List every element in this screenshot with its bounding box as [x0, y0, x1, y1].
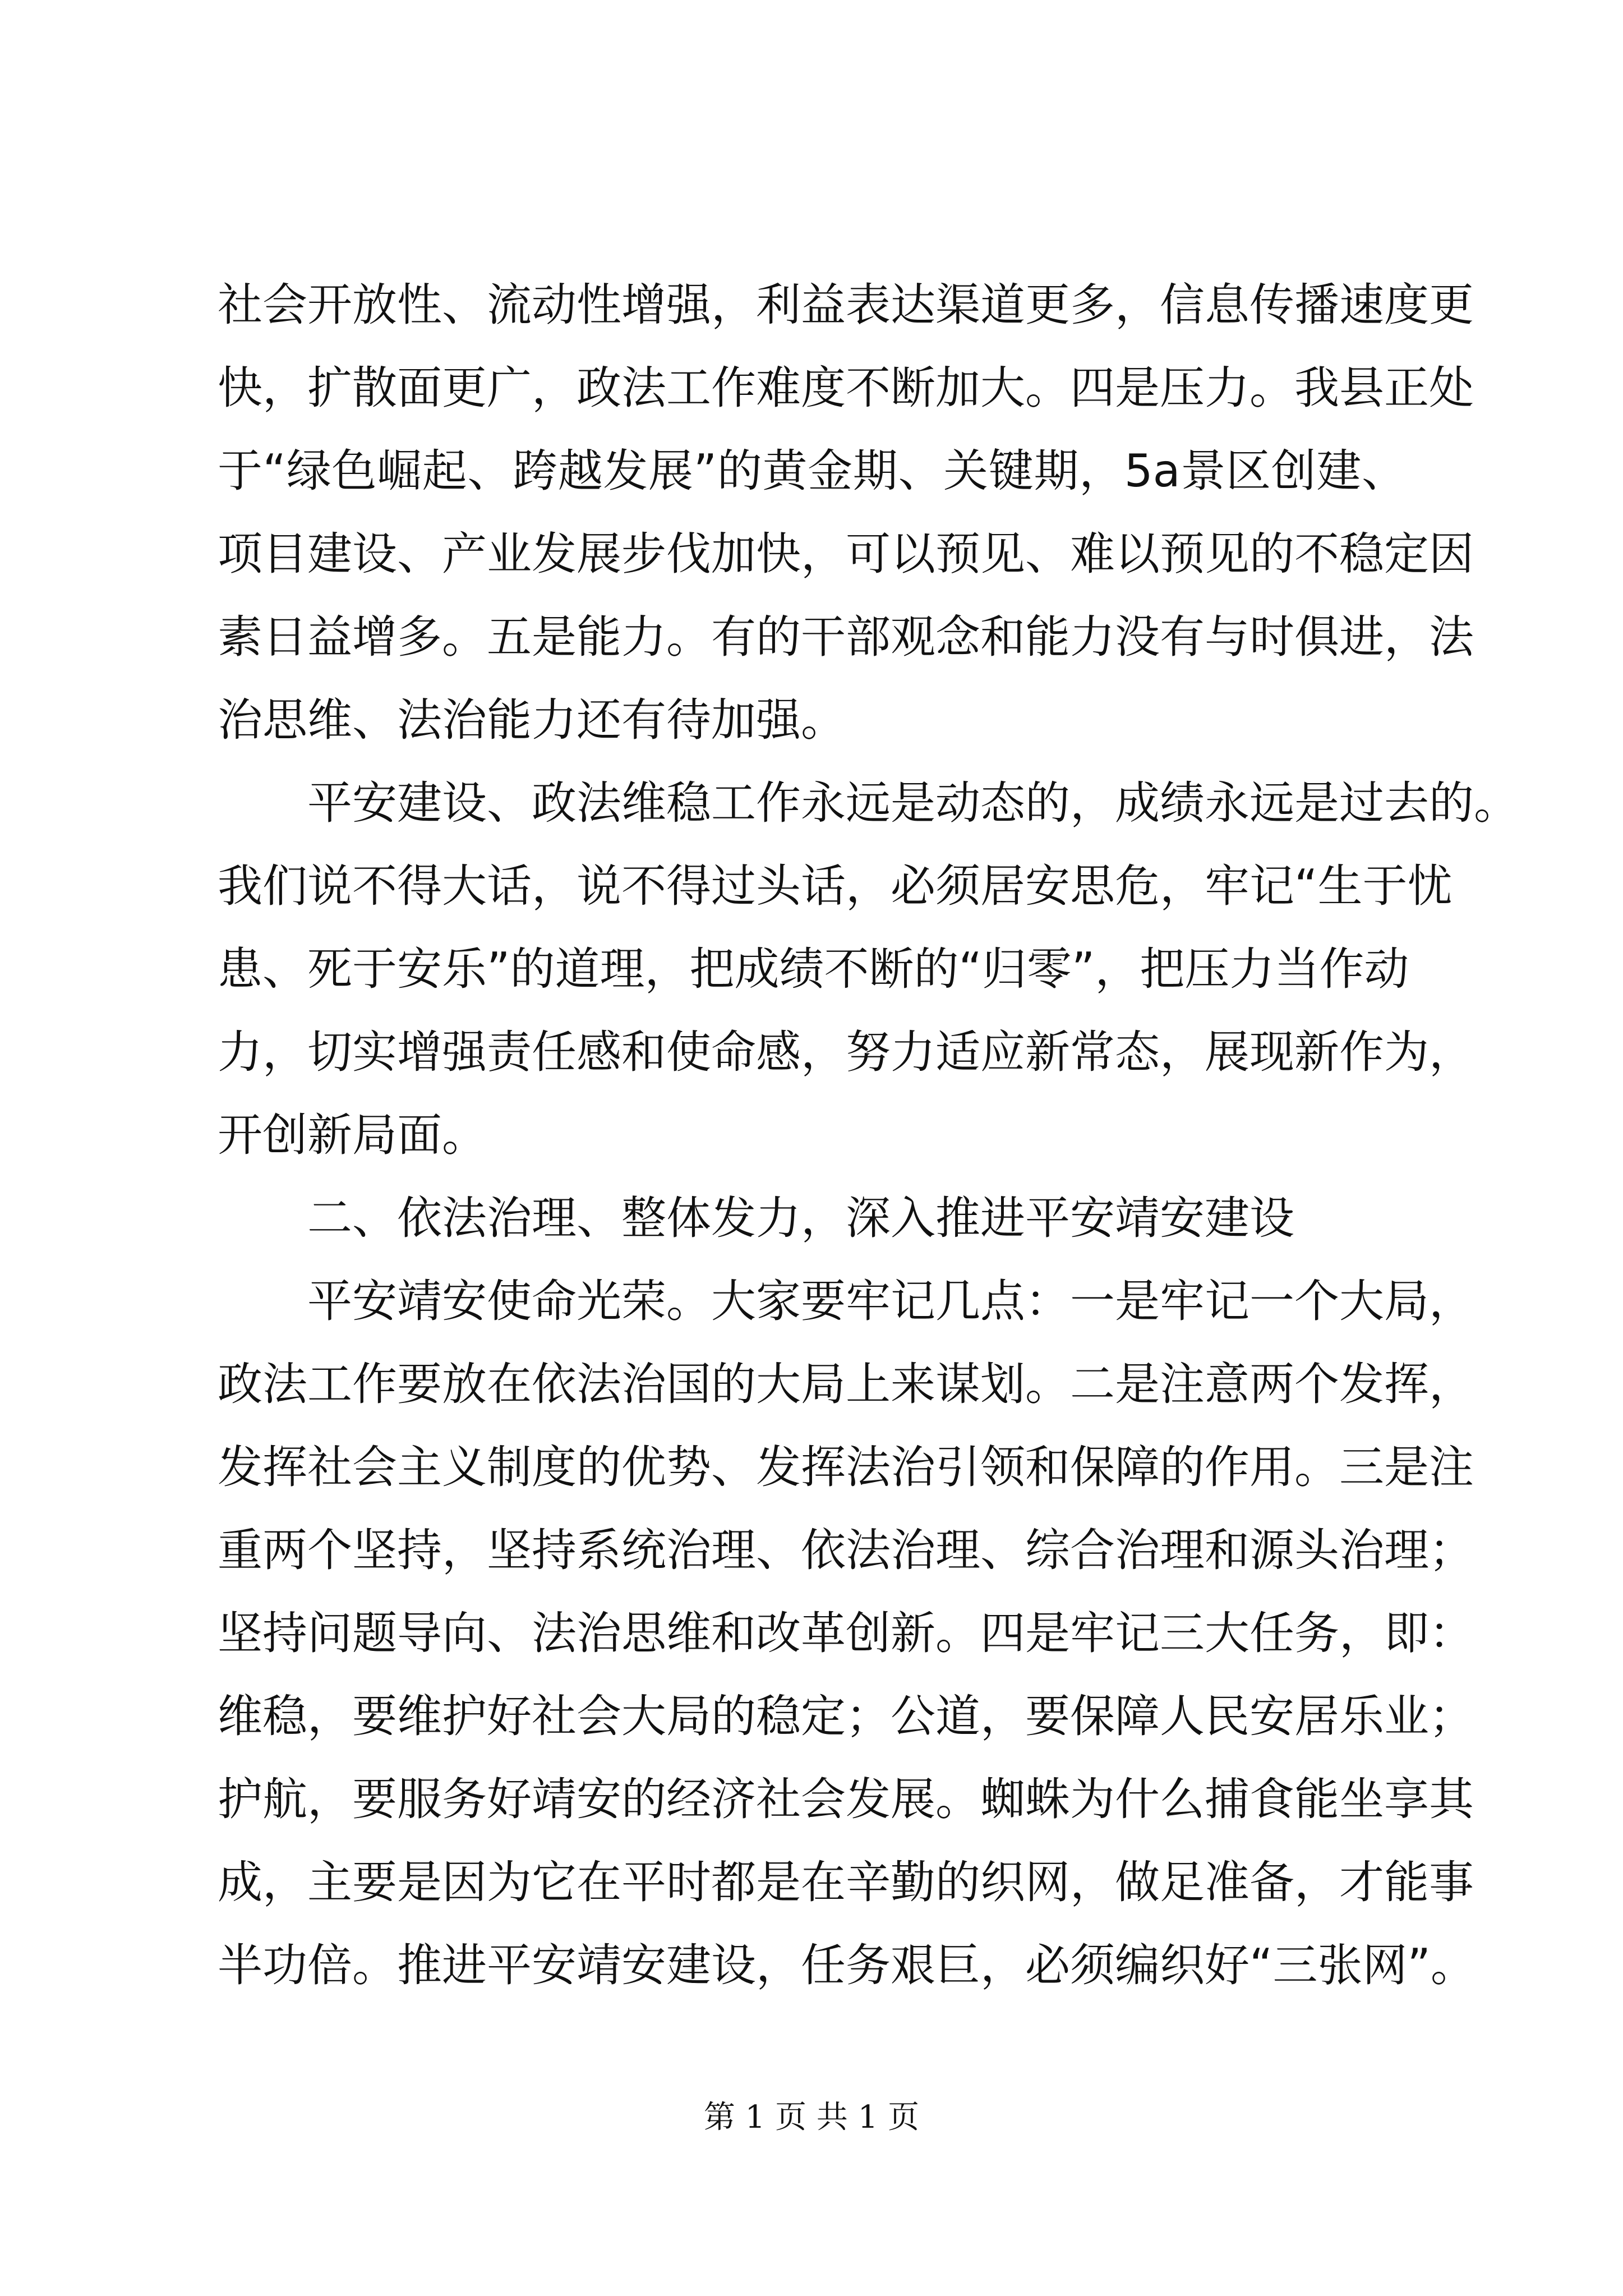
text-line: 快，扩散面更广，政法工作难度不断加大。四是压力。我县正处: [218, 362, 1474, 414]
text-line: 于“绿色崛起、跨越发展”的黄金期、关键期，5a景区创建、: [218, 445, 1407, 497]
text-line: 平安建设、政法维稳工作永远是动态的，成绩永远是过去的。: [307, 777, 1519, 829]
text-line: 坚持问题导向、法治思维和改革创新。四是牢记三大任务，即：: [218, 1607, 1474, 1659]
text-line: 患、死于安乐”的道理，把成绩不断的“归零”，把压力当作动: [218, 943, 1409, 995]
text-line: 维稳，要维护好社会大局的稳定；公道，要保障人民安居乐业；: [218, 1690, 1474, 1742]
section-heading: 二、依法治理、整体发力，深入推进平安靖安建设: [307, 1192, 1294, 1244]
text-line: 半功倍。推进平安靖安建设，任务艰巨，必须编织好“三张网”。: [218, 1939, 1476, 1991]
text-line: 发挥社会主义制度的优势、发挥法治引领和保障的作用。三是注: [218, 1441, 1474, 1493]
text-line: 社会开放性、流动性增强，利益表达渠道更多，信息传播速度更: [218, 279, 1474, 331]
text-line: 政法工作要放在依法治国的大局上来谋划。二是注意两个发挥，: [218, 1358, 1474, 1410]
text-line: 护航，要服务好靖安的经济社会发展。蜘蛛为什么捕食能坐享其: [218, 1773, 1474, 1825]
text-line: 治思维、法治能力还有待加强。: [218, 694, 846, 746]
text-line: 平安靖安使命光荣。大家要牢记几点：一是牢记一个大局，: [307, 1275, 1474, 1327]
text-line: 我们说不得大话，说不得过头话，必须居安思危，牢记“生于忧: [218, 860, 1453, 912]
page-footer: 第 1 页 共 1 页: [703, 2099, 920, 2136]
document-body: [218, 264, 1519, 2007]
text-line: 力，切实增强责任感和使命感，努力适应新常态，展现新作为，: [218, 1026, 1474, 1078]
text-line: 重两个坚持，坚持系统治理、依法治理、综合治理和源头治理；: [218, 1524, 1474, 1576]
text-line: 素日益增多。五是能力。有的干部观念和能力没有与时俱进，法: [218, 611, 1474, 663]
text-line: 开创新局面。: [218, 1109, 487, 1161]
text-line: 项目建设、产业发展步伐加快，可以预见、难以预见的不稳定因: [218, 528, 1474, 580]
text-line: 成，主要是因为它在平时都是在辛勤的织网，做足准备，才能事: [218, 1856, 1474, 1908]
